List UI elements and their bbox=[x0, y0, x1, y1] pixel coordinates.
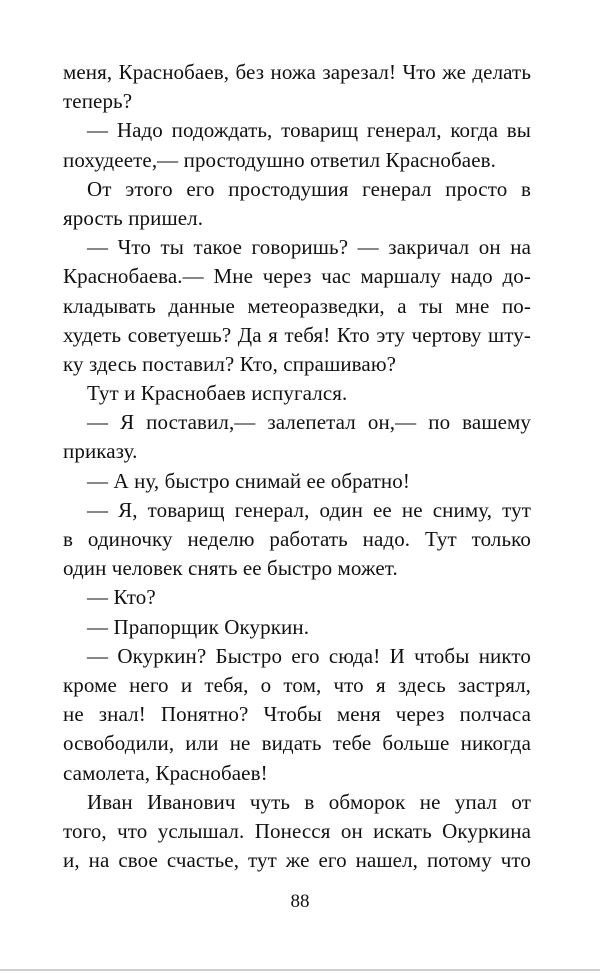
text-line: — Окуркин? Быстро его сюда! И чтобы никто bbox=[87, 643, 531, 668]
text-line: не знал! Понятно? Чтобы меня через полчаса bbox=[63, 702, 531, 727]
text-line: меня, Краснобаев, без ножа зарезал! Что же делать bbox=[63, 60, 531, 84]
text-line: Краснобаева.— Мне через час маршалу надо до- bbox=[63, 264, 531, 289]
text-line: того, что услышал. Понесся он искать Окуркина bbox=[63, 818, 531, 843]
text-line: ку здесь поставил? Кто, спрашиваю? bbox=[63, 351, 397, 376]
text-line: — Прапорщик Окуркин. bbox=[87, 614, 310, 639]
text-line: самолета, Краснобаев! bbox=[63, 760, 268, 785]
text-line: Иван Иванович чуть в обморок не упал от bbox=[87, 789, 531, 814]
text-line: ярость пришел. bbox=[63, 205, 204, 230]
text-line: — Я поставил,— залепетал он,— по вашему bbox=[87, 410, 531, 435]
text-line: освободили, или не видать тебе больше никогда bbox=[63, 731, 531, 756]
text-line: в одиночку неделю работать надо. Тут только bbox=[63, 527, 531, 551]
text-line: От этого его простодушия генерал просто в bbox=[87, 176, 531, 201]
text-line: кладывать данные метеоразведки, а ты мне по- bbox=[63, 293, 531, 318]
text-line: — Что ты такое говоришь? — закричал он на bbox=[87, 235, 531, 260]
page-number: 88 bbox=[290, 891, 310, 912]
text-line: теперь? bbox=[63, 89, 133, 114]
page-text bbox=[63, 58, 531, 875]
text-line: — Кто? bbox=[87, 585, 156, 610]
text-line: — Я, товарищ генерал, один ее не сниму, тут bbox=[87, 497, 531, 522]
text-line: худеть советуешь? Да я тебя! Кто эту чертову шту- bbox=[63, 322, 531, 347]
text-line: и, на свое счастье, тут же его нашел, потому что bbox=[63, 848, 531, 873]
text-line: похудеете,— простодушно ответил Краснобаев. bbox=[63, 147, 496, 172]
text-line: кроме него и тебя, о том, что я здесь застрял, bbox=[63, 672, 531, 697]
text-line: Тут и Краснобаев испугался. bbox=[87, 381, 348, 406]
page-bottom-edge bbox=[0, 969, 600, 971]
text-line: приказу. bbox=[63, 439, 138, 464]
text-line: — Надо подождать, товарищ генерал, когда вы bbox=[87, 118, 531, 143]
text-line: один человек снять ее быстро может. bbox=[63, 556, 398, 581]
text-line: — А ну, быстро снимай ее обратно! bbox=[87, 468, 410, 493]
